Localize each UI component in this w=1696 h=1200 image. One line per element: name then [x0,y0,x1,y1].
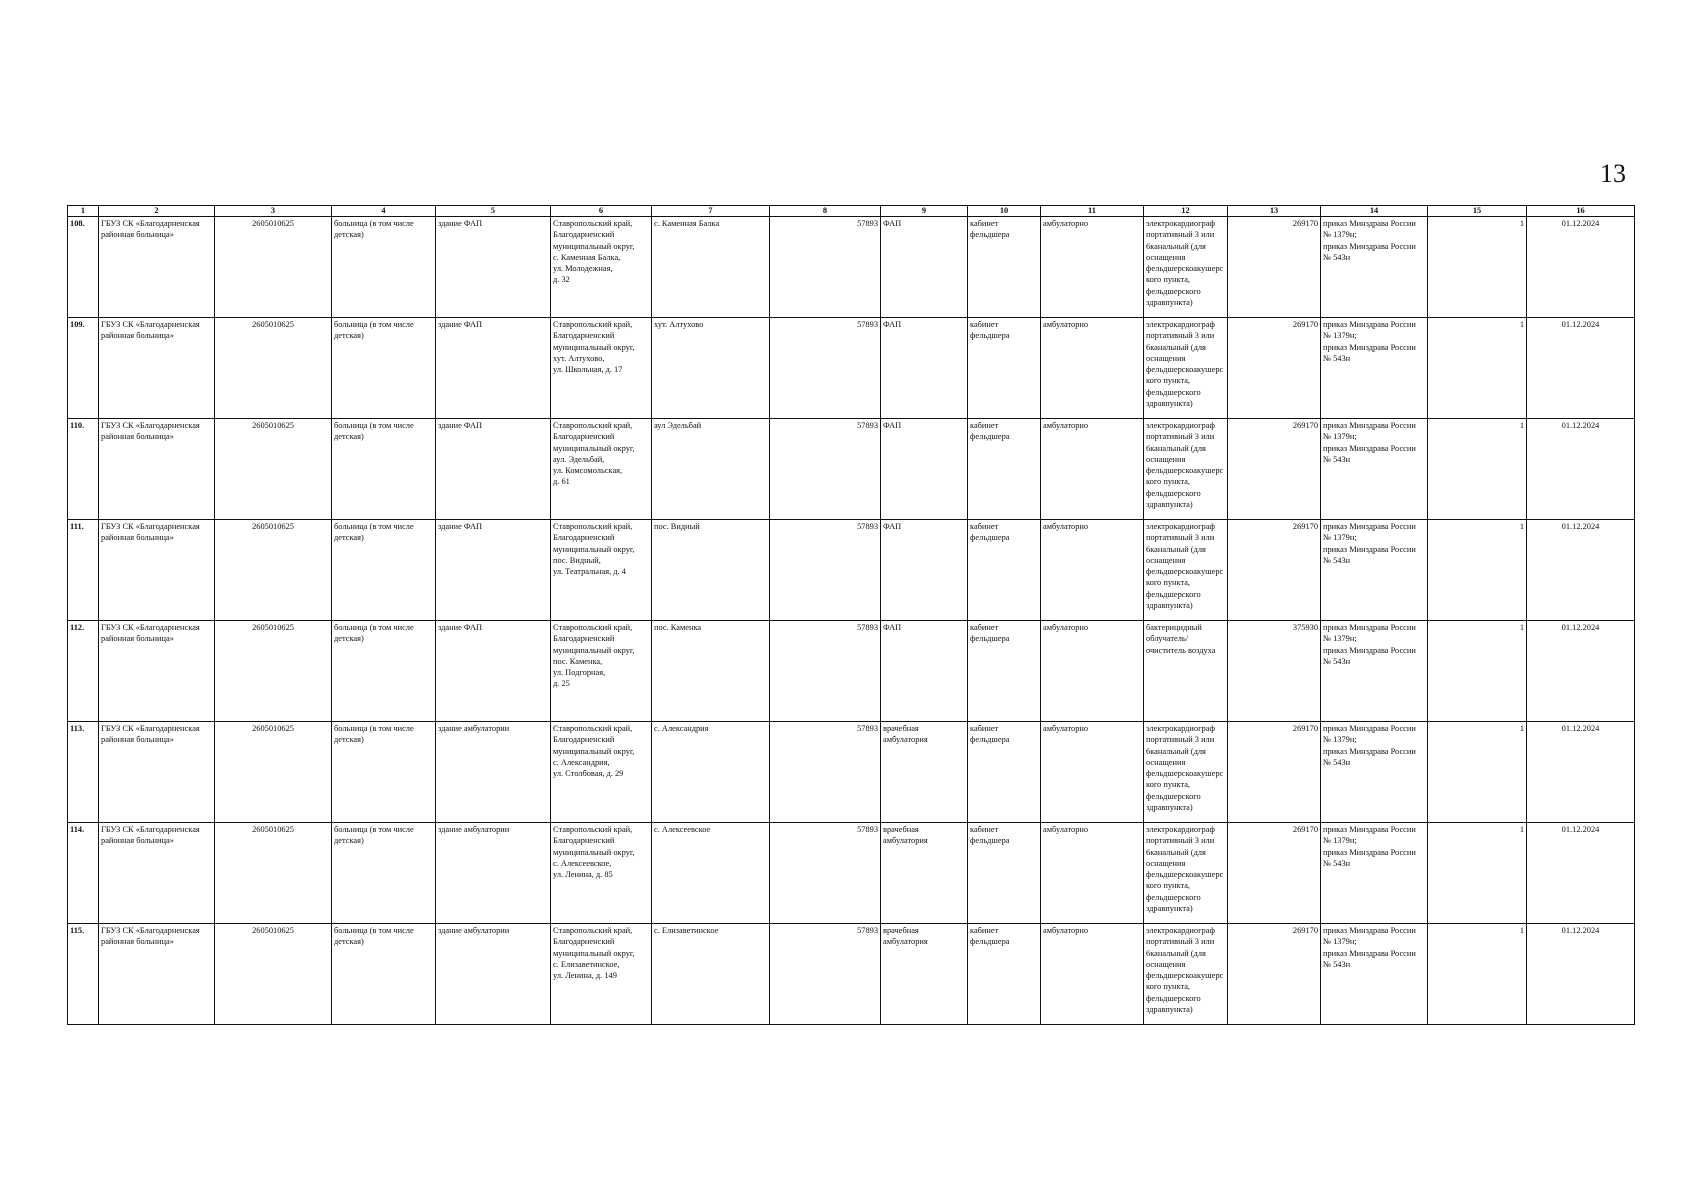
building-cell: здание ФАП [436,217,551,318]
room-cell: кабинет фельдшера [968,823,1041,924]
address-cell: Ставропольский край, Благодарненский муниципальный округ, аул. Эдельбай, ул. Комсомольская, д. 61 [551,419,652,520]
room-cell: кабинет фельдшера [968,722,1041,823]
column-header: 4 [332,206,436,217]
equipment-code-cell: 269170 [1228,823,1321,924]
equipment-code-cell: 269170 [1228,419,1321,520]
facility-type-cell: больница (в том числе детская) [332,823,436,924]
equipment-cell: электрокардиограф портативный 3 или 6канальный (для оснащения фельдшерскоакушерского пункта, фельдшерского здравпункта) [1144,823,1228,924]
header-row [68,206,1635,217]
column-header: 6 [551,206,652,217]
column-header: 7 [652,206,770,217]
table-row [68,318,1635,419]
row-number: 110. [68,419,99,520]
care-mode-cell: амбулаторно [1041,419,1144,520]
column-header: 3 [215,206,332,217]
quantity-cell: 1 [1428,722,1527,823]
equipment-cell: электрокардиограф портативный 3 или 6канальный (для оснащения фельдшерскоакушерского пункта, фельдшерского здравпункта) [1144,924,1228,1025]
legal-basis-cell: приказ Минздрава России № 1379н; приказ Минздрава России № 543н [1321,217,1428,318]
locality-cell: пос. Видный [652,520,770,621]
code-cell: 57893 [770,419,881,520]
inn-cell: 2605010625 [215,520,332,621]
table-row [68,823,1635,924]
equipment-cell: электрокардиограф портативный 3 или 6канальный (для оснащения фельдшерскоакушерского пункта, фельдшерского здравпункта) [1144,217,1228,318]
row-number: 114. [68,823,99,924]
column-header: 5 [436,206,551,217]
equipment-code-cell: 269170 [1228,217,1321,318]
address-cell: Ставропольский край, Благодарненский муниципальный округ, с. Каменная Балка, ул. Молодежная, д. 32 [551,217,652,318]
address-cell: Ставропольский край, Благодарненский муниципальный округ, с. Александрия, ул. Столбовая, д. 29 [551,722,652,823]
quantity-cell: 1 [1428,217,1527,318]
legal-basis-cell: приказ Минздрава России № 1379н; приказ Минздрава России № 543н [1321,823,1428,924]
table-row [68,621,1635,722]
row-number: 108. [68,217,99,318]
quantity-cell: 1 [1428,318,1527,419]
building-cell: здание ФАП [436,621,551,722]
row-number: 113. [68,722,99,823]
table-row [68,217,1635,318]
organization-cell: ГБУЗ СК «Благодарненская районная больница» [99,823,215,924]
table-row [68,419,1635,520]
legal-basis-cell: приказ Минздрава России № 1379н; приказ Минздрава России № 543н [1321,520,1428,621]
date-cell: 01.12.2024 [1527,318,1635,419]
legal-basis-cell: приказ Минздрава России № 1379н; приказ Минздрава России № 543н [1321,419,1428,520]
equipment-code-cell: 269170 [1228,318,1321,419]
care-mode-cell: амбулаторно [1041,823,1144,924]
organization-cell: ГБУЗ СК «Благодарненская районная больница» [99,318,215,419]
code-cell: 57893 [770,924,881,1025]
column-header: 10 [968,206,1041,217]
room-cell: кабинет фельдшера [968,520,1041,621]
date-cell: 01.12.2024 [1527,621,1635,722]
facility-type-cell: больница (в том числе детская) [332,520,436,621]
address-cell: Ставропольский край, Благодарненский муниципальный округ, с. Алексеевское, ул. Ленина, д. 85 [551,823,652,924]
row-number: 111. [68,520,99,621]
address-cell: Ставропольский край, Благодарненский муниципальный округ, пос. Видный, ул. Театральная, д. 4 [551,520,652,621]
table-row [68,520,1635,621]
quantity-cell: 1 [1428,621,1527,722]
legal-basis-cell: приказ Минздрава России № 1379н; приказ Минздрава России № 543н [1321,924,1428,1025]
column-header: 8 [770,206,881,217]
care-mode-cell: амбулаторно [1041,621,1144,722]
equipment-code-cell: 375930 [1228,621,1321,722]
locality-cell: аул Эдельбай [652,419,770,520]
quantity-cell: 1 [1428,823,1527,924]
inn-cell: 2605010625 [215,621,332,722]
building-cell: здание амбулатории [436,823,551,924]
building-cell: здание амбулатории [436,924,551,1025]
organization-cell: ГБУЗ СК «Благодарненская районная больница» [99,217,215,318]
date-cell: 01.12.2024 [1527,722,1635,823]
code-cell: 57893 [770,520,881,621]
building-cell: здание ФАП [436,419,551,520]
unit-cell: ФАП [881,217,968,318]
care-mode-cell: амбулаторно [1041,722,1144,823]
inn-cell: 2605010625 [215,823,332,924]
equipment-cell: электрокардиограф портативный 3 или 6канальный (для оснащения фельдшерскоакушерского пункта, фельдшерского здравпункта) [1144,722,1228,823]
locality-cell: хут. Алтухово [652,318,770,419]
page-number: 13 [1600,159,1626,188]
facility-type-cell: больница (в том числе детская) [332,924,436,1025]
care-mode-cell: амбулаторно [1041,924,1144,1025]
inn-cell: 2605010625 [215,318,332,419]
building-cell: здание ФАП [436,318,551,419]
row-number: 112. [68,621,99,722]
equipment-cell: электрокардиограф портативный 3 или 6канальный (для оснащения фельдшерскоакушерского пункта, фельдшерского здравпункта) [1144,419,1228,520]
building-cell: здание амбулатории [436,722,551,823]
care-mode-cell: амбулаторно [1041,318,1144,419]
locality-cell: пос. Каменка [652,621,770,722]
organization-cell: ГБУЗ СК «Благодарненская районная больница» [99,924,215,1025]
address-cell: Ставропольский край, Благодарненский муниципальный округ, хут. Алтухово, ул. Школьная, д. 17 [551,318,652,419]
column-header: 1 [68,206,99,217]
unit-cell: ФАП [881,419,968,520]
unit-cell: врачебная амбулатория [881,823,968,924]
column-header: 12 [1144,206,1228,217]
date-cell: 01.12.2024 [1527,217,1635,318]
table-row [68,924,1635,1025]
code-cell: 57893 [770,217,881,318]
code-cell: 57893 [770,318,881,419]
address-cell: Ставропольский край, Благодарненский муниципальный округ, пос. Каменка, ул. Подгорная, д. 25 [551,621,652,722]
organization-cell: ГБУЗ СК «Благодарненская районная больница» [99,722,215,823]
code-cell: 57893 [770,621,881,722]
column-header: 9 [881,206,968,217]
legal-basis-cell: приказ Минздрава России № 1379н; приказ Минздрава России № 543н [1321,621,1428,722]
date-cell: 01.12.2024 [1527,924,1635,1025]
facility-type-cell: больница (в том числе детская) [332,722,436,823]
address-cell: Ставропольский край, Благодарненский муниципальный округ, с. Елизаветинское, ул. Ленина, д. 149 [551,924,652,1025]
facility-type-cell: больница (в том числе детская) [332,419,436,520]
row-number: 115. [68,924,99,1025]
column-header: 16 [1527,206,1635,217]
facility-type-cell: больница (в том числе детская) [332,621,436,722]
inn-cell: 2605010625 [215,217,332,318]
legal-basis-cell: приказ Минздрава России № 1379н; приказ Минздрава России № 543н [1321,722,1428,823]
legal-basis-cell: приказ Минздрава России № 1379н; приказ Минздрава России № 543н [1321,318,1428,419]
care-mode-cell: амбулаторно [1041,217,1144,318]
inn-cell: 2605010625 [215,924,332,1025]
equipment-register-table [67,205,1635,1025]
date-cell: 01.12.2024 [1527,823,1635,924]
column-header: 13 [1228,206,1321,217]
equipment-cell: бактерицидный облучатель/очиститель воздуха [1144,621,1228,722]
room-cell: кабинет фельдшера [968,924,1041,1025]
facility-type-cell: больница (в том числе детская) [332,217,436,318]
inn-cell: 2605010625 [215,419,332,520]
facility-type-cell: больница (в том числе детская) [332,318,436,419]
quantity-cell: 1 [1428,419,1527,520]
code-cell: 57893 [770,722,881,823]
code-cell: 57893 [770,823,881,924]
unit-cell: ФАП [881,520,968,621]
building-cell: здание ФАП [436,520,551,621]
date-cell: 01.12.2024 [1527,419,1635,520]
organization-cell: ГБУЗ СК «Благодарненская районная больница» [99,621,215,722]
locality-cell: с. Каменная Балка [652,217,770,318]
room-cell: кабинет фельдшера [968,419,1041,520]
column-header: 15 [1428,206,1527,217]
unit-cell: врачебная амбулатория [881,924,968,1025]
equipment-code-cell: 269170 [1228,520,1321,621]
equipment-code-cell: 269170 [1228,722,1321,823]
column-header: 11 [1041,206,1144,217]
table-row [68,722,1635,823]
locality-cell: с. Александрия [652,722,770,823]
room-cell: кабинет фельдшера [968,621,1041,722]
table-body [68,217,1635,1025]
equipment-cell: электрокардиограф портативный 3 или 6канальный (для оснащения фельдшерскоакушерского пункта, фельдшерского здравпункта) [1144,318,1228,419]
quantity-cell: 1 [1428,520,1527,621]
inn-cell: 2605010625 [215,722,332,823]
column-header: 2 [99,206,215,217]
room-cell: кабинет фельдшера [968,318,1041,419]
organization-cell: ГБУЗ СК «Благодарненская районная больница» [99,419,215,520]
column-header: 14 [1321,206,1428,217]
locality-cell: с. Алексеевское [652,823,770,924]
equipment-code-cell: 269170 [1228,924,1321,1025]
date-cell: 01.12.2024 [1527,520,1635,621]
locality-cell: с. Елизаветинское [652,924,770,1025]
unit-cell: ФАП [881,621,968,722]
equipment-cell: электрокардиограф портативный 3 или 6канальный (для оснащения фельдшерскоакушерского пункта, фельдшерского здравпункта) [1144,520,1228,621]
quantity-cell: 1 [1428,924,1527,1025]
care-mode-cell: амбулаторно [1041,520,1144,621]
organization-cell: ГБУЗ СК «Благодарненская районная больница» [99,520,215,621]
unit-cell: врачебная амбулатория [881,722,968,823]
row-number: 109. [68,318,99,419]
room-cell: кабинет фельдшера [968,217,1041,318]
unit-cell: ФАП [881,318,968,419]
